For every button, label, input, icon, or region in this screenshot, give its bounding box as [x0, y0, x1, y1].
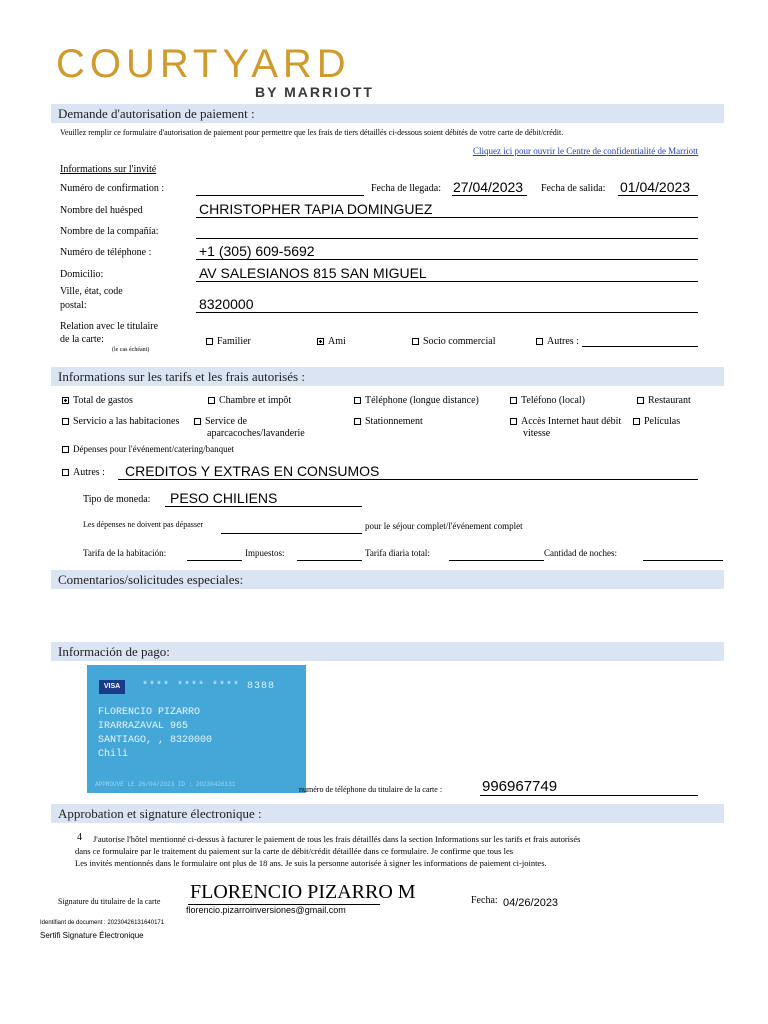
signature-email: florencio.pizarroinversiones@gmail.com — [186, 905, 346, 915]
city-label-line2: postal: — [60, 300, 87, 311]
section-payment-authorization: Demande d'autorisation de paiement : — [51, 104, 724, 123]
guest-name-field[interactable] — [196, 217, 698, 218]
intro-text: Veuillez remplir ce formulaire d'autorisation de paiement pour permettre que les frais de tiers détaillés ci-dessous soient débités de votre carte de débit/crédit. — [60, 128, 564, 137]
address-label: Domicilio: — [60, 269, 104, 280]
checkbox-other[interactable] — [536, 338, 543, 345]
charge-phone-long-label: Téléphone (longue distance) — [365, 395, 479, 406]
charge-phone-long[interactable] — [354, 395, 479, 406]
checkbox-phone-local[interactable] — [510, 397, 517, 404]
signature-value: FLORENCIO PIZARRO M — [190, 881, 416, 903]
city-field[interactable] — [196, 312, 698, 313]
arrival-label: Fecha de llegada: — [371, 183, 441, 194]
arrival-value: 27/04/2023 — [453, 179, 524, 195]
checkbox-room-tax[interactable] — [208, 397, 215, 404]
card-country: Chili — [98, 749, 129, 760]
confirmation-field[interactable] — [196, 195, 364, 196]
checkbox-business[interactable] — [412, 338, 419, 345]
company-field[interactable] — [196, 238, 698, 239]
limit-label: Les dépenses ne doivent pas dépasser — [83, 520, 204, 529]
charge-valet[interactable] — [194, 416, 247, 427]
card-address: IRARRAZAVAL 965 — [98, 721, 189, 732]
section-charges: Informations sur les tarifs et les frais autorisés : — [51, 367, 724, 386]
guest-info-heading: Informations sur l'invité — [60, 164, 157, 175]
charge-internet-label-1: Accès Internet haut débit — [521, 416, 622, 427]
guest-name-label: Nombre del huésped — [60, 205, 143, 216]
charge-phone-local-label: Teléfono (local) — [521, 395, 585, 406]
nights-field[interactable] — [643, 560, 723, 561]
checkbox-parking[interactable] — [354, 418, 361, 425]
rel-family-label: Familier — [217, 336, 251, 347]
taxes-field[interactable] — [297, 560, 362, 561]
relation-note: (le cas échéant) — [112, 347, 150, 353]
charge-events-label: Dépenses pour l'événement/catering/banquet — [73, 444, 235, 454]
rel-other-option[interactable] — [536, 336, 579, 347]
charge-internet-label-2: vitesse — [523, 428, 551, 439]
currency-value: PESO CHILIENS — [170, 490, 278, 506]
rel-business-label: Socio commercial — [423, 336, 496, 347]
charge-room-service-label: Servicio a las habitaciones — [73, 416, 180, 427]
currency-label: Tipo de moneda: — [83, 494, 151, 505]
room-rate-field[interactable] — [187, 560, 242, 561]
guest-name-value: CHRISTOPHER TAPIA DOMINGUEZ — [199, 201, 433, 217]
address-value: AV SALESIANOS 815 SAN MIGUEL — [199, 265, 427, 281]
rel-business-option[interactable] — [412, 336, 495, 347]
charge-parking[interactable] — [354, 416, 423, 427]
checkbox-others[interactable] — [62, 469, 69, 476]
date-label: Fecha: — [471, 895, 498, 906]
section-payment-info: Información de pago: — [51, 642, 724, 661]
marriott-logo-sub: BY MARRIOTT — [255, 84, 374, 100]
daily-total-field[interactable] — [449, 560, 544, 561]
visa-logo-icon: VISA — [99, 680, 125, 694]
rel-other-field[interactable] — [582, 346, 698, 347]
checkbox-events[interactable] — [62, 446, 69, 453]
limit-field[interactable] — [221, 533, 362, 534]
company-label: Nombre de la compañía: — [60, 226, 159, 237]
charge-restaurant-label: Restaurant — [648, 395, 691, 406]
section-approval: Approbation et signature électronique : — [51, 804, 724, 823]
others-value: CREDITOS Y EXTRAS EN CONSUMOS — [125, 463, 380, 479]
sertifi-label: Sertifi Signature Électronique — [40, 931, 144, 940]
charge-total-label: Total de gastos — [73, 395, 133, 406]
date-value: 04/26/2023 — [503, 897, 559, 909]
nights-label: Cantidad de noches: — [544, 548, 617, 558]
checkbox-total-checked[interactable] — [62, 397, 69, 404]
checkbox-friend-checked[interactable] — [317, 338, 324, 345]
arrival-field[interactable] — [452, 195, 527, 196]
privacy-center-link[interactable]: Cliquez ici pour ouvrir le Centre de confidentialité de Marriott — [473, 146, 699, 156]
limit-suffix: pour le séjour complet/l'événement complet — [365, 521, 523, 531]
phone-value: +1 (305) 609-5692 — [199, 243, 315, 259]
relation-label-line1: Relation avec le titulaire — [60, 321, 159, 332]
charge-others-label: Autres : — [73, 467, 105, 478]
rel-other-label: Autres : — [547, 336, 579, 347]
charge-internet[interactable] — [510, 416, 621, 427]
address-field[interactable] — [196, 281, 698, 282]
charge-movies[interactable] — [633, 416, 680, 427]
section-comments: Comentarios/solicitudes especiales: — [51, 570, 724, 589]
rel-friend-label: Ami — [328, 336, 346, 347]
signature-label: Signature du titulaire de la carte — [58, 897, 161, 906]
approval-text-1: J'autorise l'hôtel mentionné ci-dessus à facturer le paiement de tous les frais détaillés dans la section Informations sur les tarifs et frais autorisés — [93, 834, 581, 844]
card-holder-name: FLORENCIO PIZARRO — [98, 707, 201, 718]
holder-phone-value: 996967749 — [482, 778, 558, 795]
charge-room-tax[interactable] — [208, 395, 291, 406]
city-value: 8320000 — [199, 296, 254, 312]
taxes-label: Impuestos: — [245, 548, 285, 558]
confirmation-label: Numéro de confirmation : — [60, 183, 165, 194]
card-city: SANTIAGO, , 8320000 — [98, 735, 213, 746]
rel-family-option[interactable] — [206, 336, 251, 347]
others-field[interactable] — [118, 479, 698, 480]
relation-label-line2: de la carte: — [60, 334, 104, 345]
checkbox-internet[interactable] — [510, 418, 517, 425]
daily-total-label: Tarifa diaria total: — [365, 548, 430, 558]
phone-label: Numéro de téléphone : — [60, 247, 152, 258]
charge-others[interactable] — [62, 467, 105, 478]
charge-restaurant[interactable] — [637, 395, 691, 406]
charge-valet-label-1: Service de — [205, 416, 247, 427]
charge-phone-local[interactable] — [510, 395, 585, 406]
phone-field[interactable] — [196, 259, 698, 260]
comments-area[interactable] — [51, 592, 724, 637]
checkbox-family[interactable] — [206, 338, 213, 345]
room-rate-label: Tarifa de la habitación: — [83, 548, 167, 558]
card-number: **** **** **** 8388 — [142, 681, 276, 692]
holder-phone-label: numéro de téléphone du titulaire de la carte : — [299, 785, 443, 794]
approval-text-3: Les invités mentionnés dans le formulaire ont plus de 18 ans. Je suis la personne autorisée à signer les informations de paiement ci-jointes. — [75, 858, 547, 868]
document-id: Identifiant de document : 20230426131640171 — [40, 920, 165, 926]
charge-valet-label-2: aparcacoches/lavanderie — [207, 428, 305, 439]
checkbox-movies[interactable] — [633, 418, 640, 425]
charge-parking-label: Stationnement — [365, 416, 423, 427]
charge-room-tax-label: Chambre et impôt — [219, 395, 292, 406]
checkbox-room-service[interactable] — [62, 418, 69, 425]
credit-card — [87, 665, 306, 793]
approval-number: 4 — [77, 832, 82, 843]
charge-events[interactable] — [62, 444, 234, 454]
checkbox-valet[interactable] — [194, 418, 201, 425]
departure-value: 01/04/2023 — [620, 179, 691, 195]
rel-friend-option[interactable] — [317, 336, 346, 347]
checkbox-restaurant[interactable] — [637, 397, 644, 404]
charge-movies-label: Películas — [644, 416, 681, 427]
courtyard-logo: COURTYARD — [56, 42, 351, 86]
city-label-line1: Ville, état, code — [60, 286, 123, 297]
departure-field[interactable] — [618, 195, 698, 196]
charge-total[interactable] — [62, 395, 133, 406]
holder-phone-field[interactable] — [480, 795, 698, 796]
departure-label: Fecha de salida: — [541, 183, 606, 194]
charge-room-service[interactable] — [62, 416, 179, 427]
currency-field[interactable] — [165, 506, 362, 507]
approval-text-2: dans ce formulaire par le traitement du paiement sur la carte de débit/crédit détaillée dans ce formulaire. Je confirme que tous les — [75, 846, 514, 856]
checkbox-phone-long[interactable] — [354, 397, 361, 404]
card-approved-stamp: APPROUVÉ LE 26/04/2023 ID : 20230426131 — [95, 781, 236, 788]
